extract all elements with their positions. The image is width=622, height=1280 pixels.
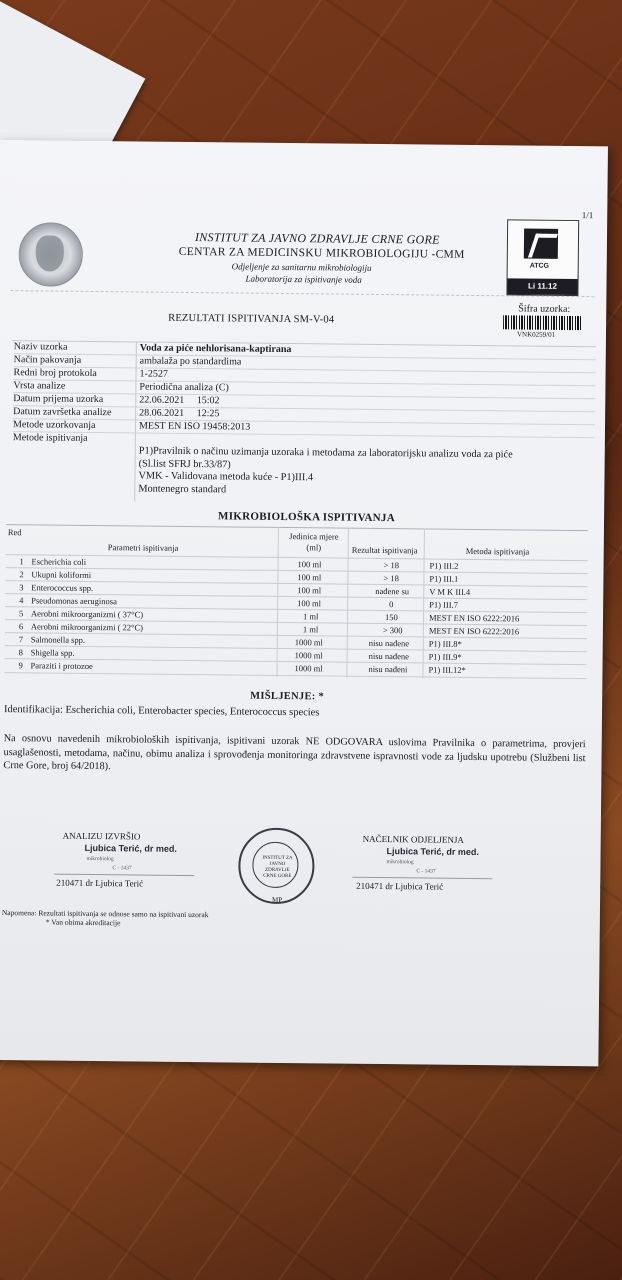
right-signature-line	[352, 877, 492, 879]
table-cell: Salmonella spp.	[30, 634, 86, 645]
left-signature-text: 210471 dr Ljubica Terić	[56, 877, 144, 889]
footnote-accreditation: * Van obima akreditacije	[45, 917, 121, 928]
table-cell: 150	[384, 612, 398, 623]
identification-text: Identifikacija: Escherichia coli, Enterobacter species, Enterococcus species	[3, 704, 320, 719]
stamp-text: INSTITUT ZA JAVNO ZDRAVLJE CRNE GORE	[262, 855, 293, 880]
table-cell: Aerobni mikroorganizmi ( 37°C)	[30, 608, 144, 620]
table-cell: 1 ml	[302, 611, 319, 622]
department-name: Odjeljenje za sanitarnu mikrobiologiju	[231, 261, 372, 273]
table-cell: P1) III.9*	[428, 651, 462, 662]
table-cell: 100 ml	[297, 598, 322, 609]
table-cell: 0	[389, 599, 394, 610]
lab-report-document	[0, 140, 608, 1066]
table-cell: 1 ml	[302, 624, 319, 635]
table-cell: Paraziti i protozoe	[30, 660, 93, 672]
table-cell: P1) III.7	[429, 599, 459, 610]
accreditation-number: Li 11.12	[507, 278, 577, 295]
info-label: Metode ispitivanja	[12, 432, 88, 444]
table-cell: Enterococcus spp.	[31, 582, 94, 593]
table-cell: P1) III.12*	[428, 664, 466, 675]
methods-line: (Sl.list SFRJ br.33/87)	[138, 457, 231, 470]
methods-line: VMK - Validovana metoda kuće - P1)III.4	[138, 470, 314, 484]
info-label: Način pakovanja	[13, 354, 82, 366]
info-value: Voda za piće nehlorisana-kaptirana	[139, 342, 292, 356]
table-cell: 4	[19, 595, 24, 606]
info-label: Redni broj protokola	[13, 367, 97, 380]
left-signature-role: mikrobiolog	[86, 855, 114, 863]
right-signature-title: NAČELNIK ODJELJENJA	[362, 833, 464, 845]
accreditation-label: ATCG	[529, 262, 550, 270]
table-cell: 1000 ml	[294, 637, 323, 648]
table-cell: MEST EN ISO 6222:2016	[428, 625, 520, 637]
official-stamp	[238, 828, 315, 905]
table-cell: 6	[18, 621, 24, 632]
table-cell: 1000 ml	[294, 650, 323, 661]
table-header-method: Metoda ispitivanja	[465, 545, 530, 557]
table-cell: > 300	[382, 625, 403, 636]
info-value: 1-2527	[139, 368, 168, 380]
opinion-title: MIŠLJENJE: *	[250, 690, 325, 703]
right-signature-text: 210471 dr Ljubica Terić	[356, 880, 444, 892]
sample-code: VNK0259/01	[516, 330, 556, 339]
info-label: Metode uzorkovanja	[12, 419, 96, 432]
left-signature-line	[54, 874, 194, 876]
institute-name: INSTITUT ZA JAVNO ZDRAVLJE CRNE GORE	[194, 230, 440, 247]
table-cell: V M K III.4	[429, 586, 471, 597]
table-cell: 9	[18, 660, 23, 671]
left-signature-title: ANALIZU IZVRŠIO	[62, 830, 141, 842]
micro-section-title: MIKROBIOLOŠKA ISPITIVANJA	[218, 510, 396, 525]
table-cell: 100 ml	[297, 572, 322, 583]
info-label: Vrsta analize	[13, 380, 66, 392]
table-cell: P1) III.2	[429, 560, 459, 571]
info-value: MEST EN ISO 19458:2013	[138, 420, 251, 433]
table-header-red: Red	[7, 527, 22, 538]
table-cell: > 18	[383, 560, 400, 571]
table-cell: Escherichia coli	[31, 556, 87, 567]
table-cell: 5	[18, 608, 24, 619]
stamp-mp-label: MP	[272, 895, 283, 904]
table-cell: 1000 ml	[294, 663, 323, 674]
right-signature-code: C - 1437	[416, 868, 436, 875]
opinion-paragraph: Na osnovu navedenih mikrobioloških ispitivanja, ispitivani uzorak NE ODGOVARA uslovima Pravilnika o parametrima, provjeri usaglašenosti, metodama, načinu, obimu analiza i sprovođenja monitoringa zdravstvene ispravnosti vode za ljudsku upotrebu (Službeni list Crne Gore, broj 64/2018).	[3, 733, 586, 773]
table-cell: 7	[18, 634, 24, 645]
table-cell: P1) III.1	[429, 573, 459, 584]
table-cell: Pseudomonas aeruginosa	[31, 595, 117, 607]
table-cell: 3	[19, 582, 24, 593]
right-signature-name: Ljubica Terić, dr med.	[386, 846, 479, 858]
table-cell: P1) III.8*	[428, 638, 462, 649]
table-header-unit: Jedinica mjere (ml)	[289, 531, 339, 553]
info-label: Datum prijema uzorka	[13, 393, 104, 406]
table-cell: Shigella spp.	[30, 647, 75, 658]
table-cell: nisu nađene	[368, 637, 410, 649]
left-signature-code: C - 1437	[112, 865, 132, 872]
institute-logo	[18, 222, 83, 287]
sample-code-label: Šifra uzorka:	[518, 303, 571, 315]
info-value: 22.06.2021 15:02	[139, 394, 220, 407]
table-header-result: Rezultat ispitivanja	[351, 544, 418, 556]
table-cell: 8	[18, 647, 23, 658]
methods-description	[138, 445, 512, 499]
footnote-results: Napomena: Rezultati ispitivanja se odnose samo na ispitivani uzorak	[1, 908, 209, 920]
table-cell: nisu nađeni	[368, 663, 408, 675]
table-cell: Ukupni koliformi	[31, 569, 92, 580]
micro-table-top-border	[6, 524, 588, 531]
left-signature-name: Ljubica Terić, dr med.	[84, 842, 177, 854]
barcode-icon	[503, 315, 581, 330]
info-value: 28.06.2021 12:25	[139, 407, 220, 420]
page-number: 1/1	[581, 210, 594, 221]
table-cell: Aerobni mikroorganizmi ( 22°C)	[30, 621, 144, 633]
table-cell: 2	[19, 569, 24, 580]
accreditation-logo-icon	[524, 228, 558, 258]
info-label: Naziv uzorka	[13, 341, 68, 353]
methods-line: P1)Pravilnik o načinu uzimanja uzoraka i metodama za laboratorijsku analizu voda za piće	[138, 445, 513, 461]
table-cell: > 18	[383, 573, 399, 584]
laboratory-name: Laboratorija za ispitivanje voda	[245, 273, 362, 285]
table-cell: MEST EN ISO 6222:2016	[428, 612, 520, 624]
table-header-param: Parametri ispitivanja	[107, 542, 179, 553]
accreditation-badge	[506, 219, 579, 296]
info-value: Periodična analiza (C)	[139, 381, 229, 394]
report-title: REZULTATI ISPITIVANJA SM-V-04	[168, 312, 335, 326]
table-cell: nisu nađene	[368, 650, 410, 662]
center-name: CENTAR ZA MEDICINSKU MIKROBIOLOGIJU -CMM	[178, 245, 465, 261]
right-signature-role: mikrobiolog	[386, 859, 414, 866]
info-label: Datum završetka analize	[13, 406, 112, 419]
table-cell: 1	[19, 556, 24, 567]
table-cell: nađene su	[375, 585, 410, 597]
table-cell: 100 ml	[297, 559, 322, 570]
table-cell: 100 ml	[297, 585, 322, 596]
methods-line: Montenegro standard	[138, 482, 227, 495]
info-value: ambalaža po standardima	[139, 355, 242, 368]
